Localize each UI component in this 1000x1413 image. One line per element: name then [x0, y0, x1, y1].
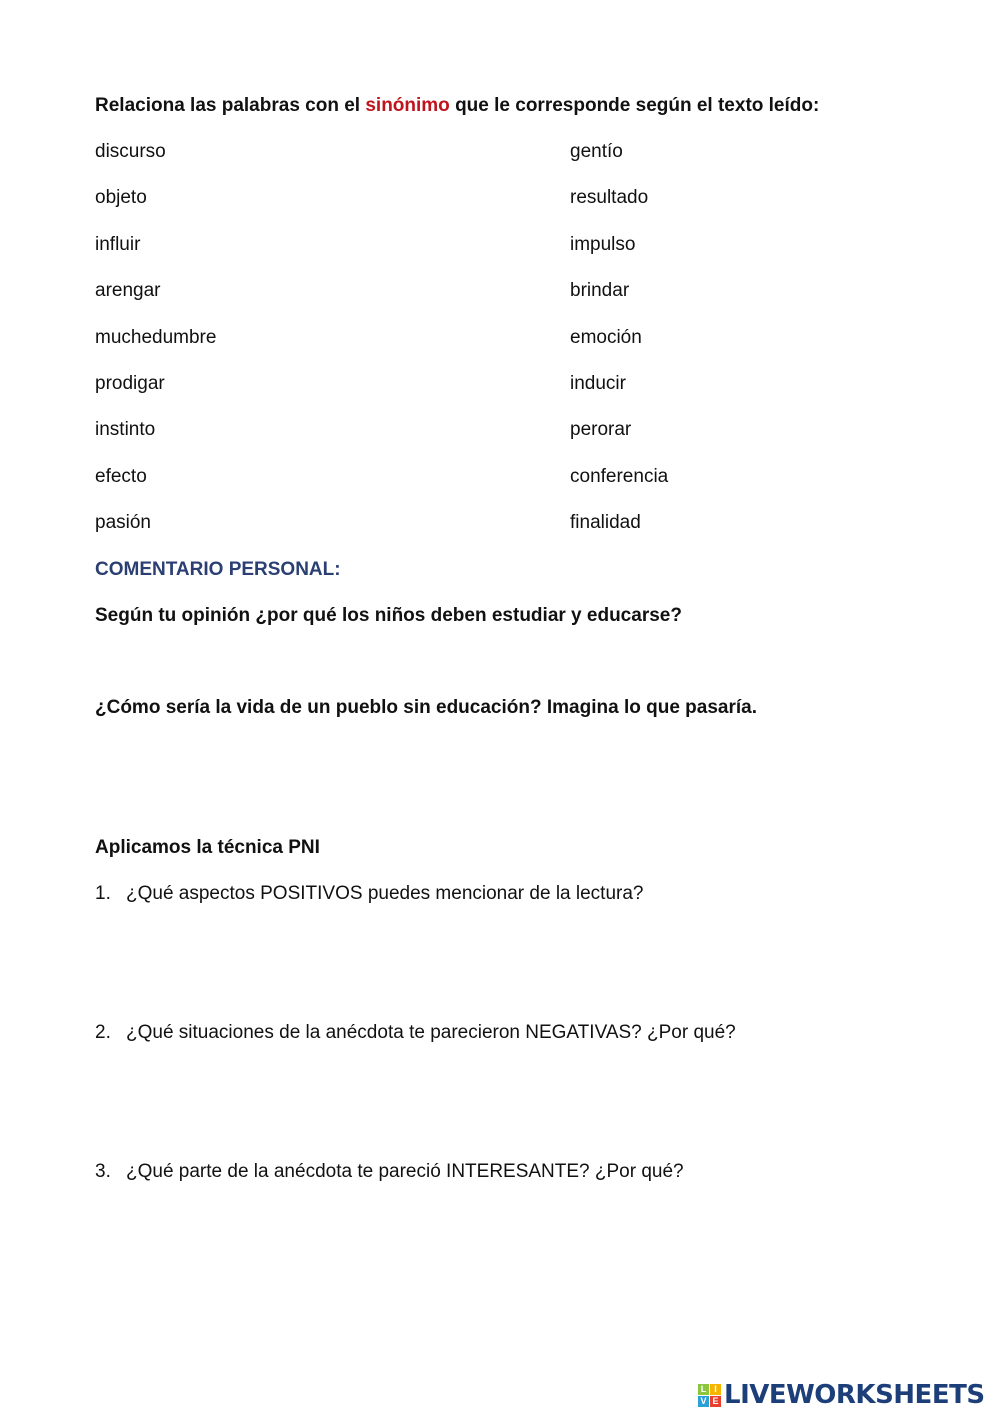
- section-heading: COMENTARIO PERSONAL:: [95, 559, 341, 580]
- instruction: [95, 95, 819, 117]
- right-word: impulso: [570, 233, 636, 255]
- right-word: gentío: [570, 141, 623, 162]
- pni-item: [95, 883, 644, 905]
- pni-heading: Aplicamos la técnica PNI: [95, 837, 320, 858]
- item-number: 2.: [95, 1022, 111, 1043]
- left-word: prodigar: [95, 373, 165, 394]
- logo-tiles-icon: [698, 1384, 721, 1407]
- right-word: resultado: [570, 187, 649, 209]
- right-word: perorar: [570, 419, 632, 441]
- pni-item: [95, 1161, 684, 1183]
- left-word: discurso: [95, 141, 166, 162]
- item-text: ¿Qué situaciones de la anécdota te parecieron NEGATIVAS? ¿Por qué?: [126, 1022, 736, 1043]
- right-word: inducir: [570, 373, 626, 394]
- logo-tile: V: [698, 1396, 709, 1407]
- pni-item: [95, 1022, 736, 1044]
- item-text: ¿Qué aspectos POSITIVOS puedes mencionar de la lectura?: [126, 883, 644, 904]
- left-word: arengar: [95, 280, 161, 302]
- liveworksheets-logo: [698, 1380, 985, 1410]
- logo-tile: L: [698, 1384, 709, 1395]
- instruction-text-end: que le corresponde según el texto leído:: [449, 95, 820, 116]
- instruction-highlight: sinónimo: [365, 95, 450, 116]
- left-word: muchedumbre: [95, 326, 217, 348]
- left-word: efecto: [95, 465, 147, 487]
- instruction-text: Relaciona las palabras con el: [95, 95, 366, 116]
- right-word: brindar: [570, 280, 630, 302]
- question-2: ¿Cómo sería la vida de un pueblo sin educación? Imagina lo que pasaría.: [95, 697, 757, 718]
- left-word: objeto: [95, 187, 147, 209]
- item-text: ¿Qué parte de la anécdota te pareció INTERESANTE? ¿Por qué?: [126, 1161, 684, 1182]
- left-word: instinto: [95, 419, 156, 441]
- right-word: finalidad: [570, 512, 641, 534]
- logo-text: LIVEWORKSHEETS: [724, 1380, 985, 1410]
- item-number: 1.: [95, 883, 111, 904]
- left-word: pasión: [95, 512, 151, 534]
- logo-tile: I: [710, 1384, 721, 1395]
- right-word: emoción: [570, 326, 642, 348]
- right-word: conferencia: [570, 465, 669, 487]
- question-1: Según tu opinión ¿por qué los niños deben estudiar y educarse?: [95, 605, 682, 626]
- item-number: 3.: [95, 1161, 111, 1182]
- logo-tile: E: [710, 1396, 721, 1407]
- left-word: influir: [95, 233, 141, 255]
